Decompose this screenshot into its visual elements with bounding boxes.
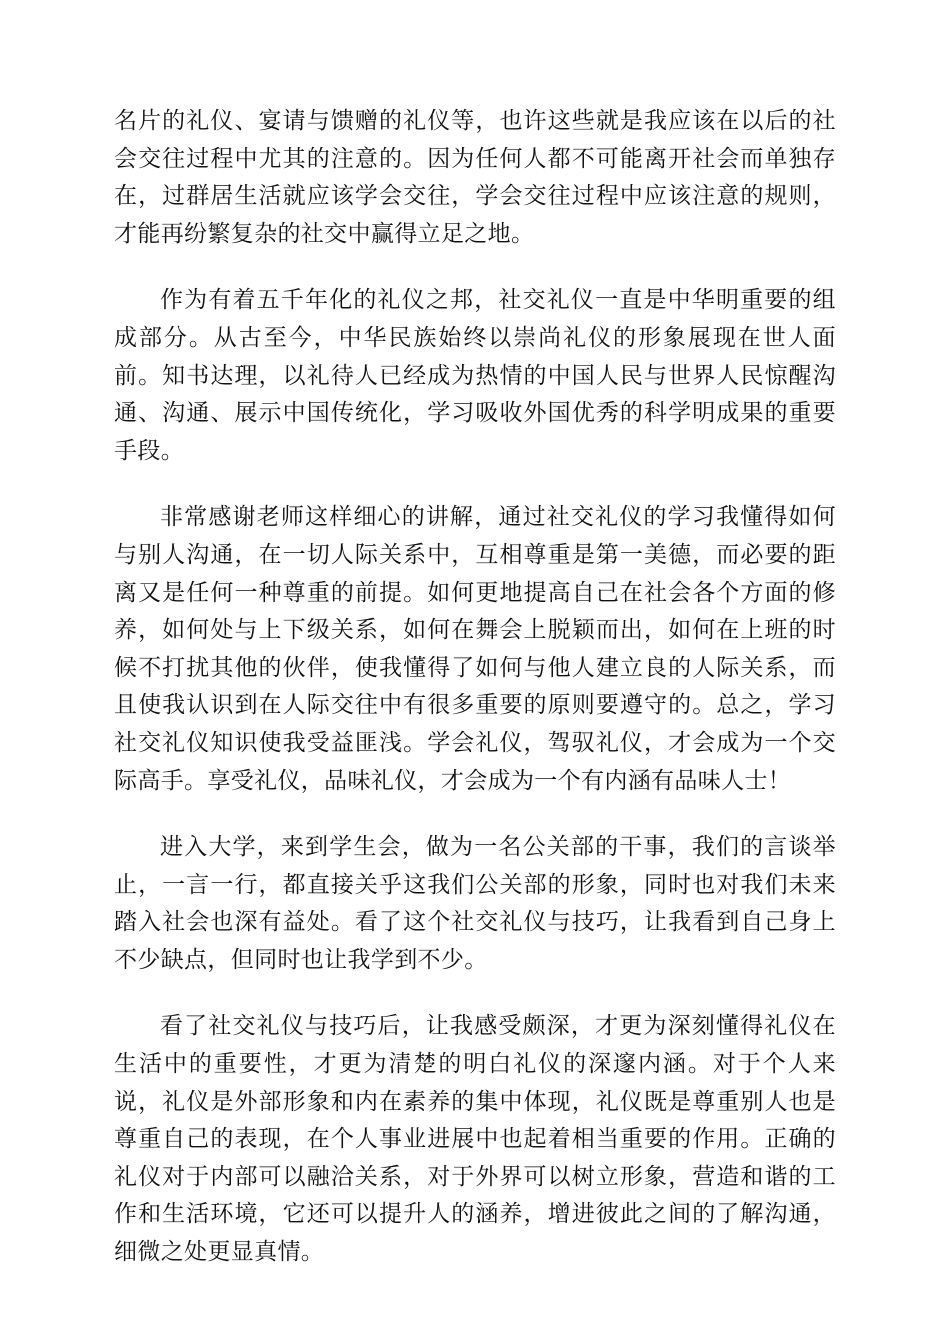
paragraph-2: 作为有着五千年化的礼仪之邦，社交礼仪一直是中华明重要的组成部分。从古至今，中华民族始终以崇尚礼仪的形象展现在世人面前。知书达理，以礼待人已经成为热情的中国人民与世界人民惊醒沟通、沟通、展示中国传统化，学习吸收外国优秀的科学明成果的重要手段。	[114, 287, 836, 464]
paragraph-3: 非常感谢老师这样细心的讲解，通过社交礼仪的学习我懂得如何与别人沟通，在一切人际关系中，互相尊重是第一美德，而必要的距离又是任何一种尊重的前提。如何更地提高自己在社会各个方面的修养，如何处与上下级关系，如何在舞会上脱颖而出，如何在上班的时候不打扰其他的伙伴，使我懂得了如何与他人建立良的人际关系，而且使我认识到在人际交往中有很多重要的原则要遵守的。总之，学习社交礼仪知识使我受益匪浅。学会礼仪，驾驭礼仪，才会成为一个交际高手。享受礼仪，品味礼仪，才会成为一个有内涵有品味人士！	[114, 504, 836, 794]
paragraph-1: 名片的礼仪、宴请与馈赠的礼仪等，也许这些就是我应该在以后的社会交往过程中尤其的注意的。因为任何人都不可能离开社会而单独存在，过群居生活就应该学会交往，学会交往过程中应该注意的规则，才能再纷繁复杂的社交中赢得立足之地。	[114, 108, 836, 247]
document-body	[114, 103, 836, 1272]
paragraph-5: 看了社交礼仪与技巧后，让我感受颇深，才更为深刻懂得礼仪在生活中的重要性，才更为清楚的明白礼仪的深邃内涵。对于个人来说，礼仪是外部形象和内在素养的集中体现，礼仪既是尊重别人也是尊重自己的表现，在个人事业进展中也起着相当重要的作用。正确的礼仪对于内部可以融洽关系，对于外界可以树立形象，营造和谐的工作和生活环境，它还可以提升人的涵养，增进彼此之间的了解沟通，细微之处更显真情。	[114, 1013, 836, 1266]
paragraph-4: 进入大学，来到学生会，做为一名公关部的干事，我们的言谈举止，一言一行，都直接关乎这我们公关部的形象，同时也对我们未来踏入社会也深有益处。看了这个社交礼仪与技巧，让我看到自己身上不少缺点，但同时也让我学到不少。	[114, 834, 836, 973]
